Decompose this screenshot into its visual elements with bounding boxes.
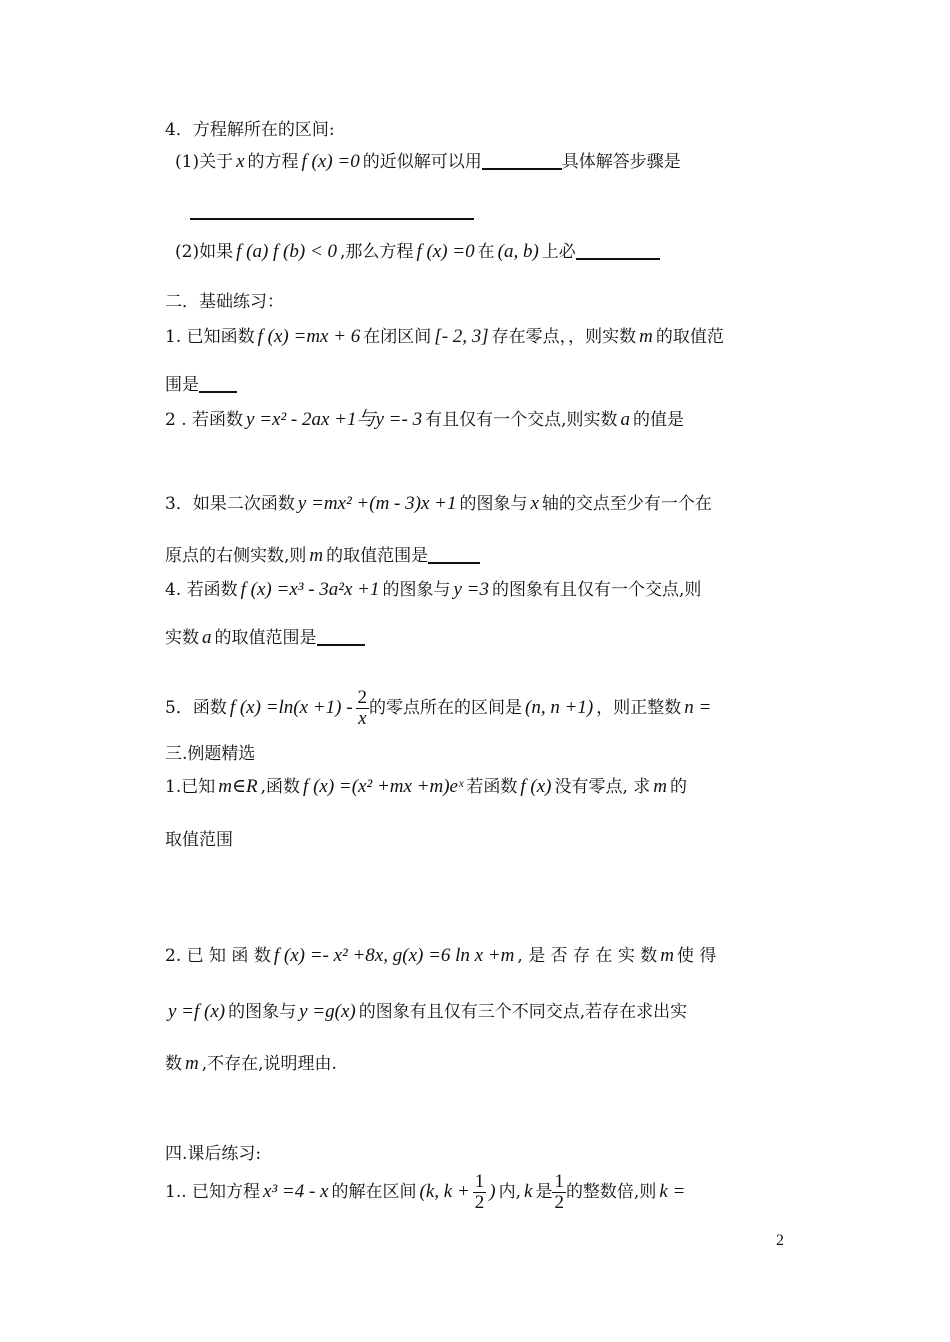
- fraction-denominator: 2: [554, 1192, 564, 1213]
- s4-part1: [175, 150, 681, 174]
- math-interval: (n, n +1): [525, 697, 594, 718]
- text: 内,: [498, 1182, 521, 1202]
- math-x: x: [236, 151, 245, 172]
- text: 的取值范围是: [214, 628, 317, 648]
- fill-blank: [428, 544, 480, 564]
- math-m: m: [653, 776, 668, 797]
- text: 1. 已知函数: [165, 327, 255, 347]
- math-fraction: [473, 1172, 487, 1213]
- text: 实数: [165, 628, 199, 648]
- text: 的图象有且仅有三个不同交点,若存在求出实: [358, 1002, 688, 1022]
- q1-line1: [165, 325, 724, 349]
- math-interval-start: (k, k +: [419, 1181, 470, 1202]
- fill-blank: [482, 150, 562, 170]
- math-n: n =: [684, 697, 712, 718]
- fraction-numerator: 2: [357, 687, 368, 708]
- math-function: f (x) =ln(x +1) -: [229, 697, 353, 718]
- text: 围是: [165, 375, 199, 395]
- math-y-g: y =g(x): [299, 1001, 356, 1022]
- math-condition: f (a) f (b) < 0: [236, 241, 338, 262]
- text: ，则正整数: [596, 698, 682, 718]
- fill-blank: [199, 373, 237, 393]
- section-4-title: 4．方程解所在的区间:: [165, 120, 335, 140]
- q5-line: [165, 686, 714, 730]
- q2-line: [165, 408, 684, 432]
- text: 原点的右侧实数,则: [165, 546, 307, 566]
- q3-line1: [165, 492, 712, 516]
- text: 的图象与: [382, 580, 451, 600]
- e2-line1: [165, 944, 716, 968]
- text: 若函数: [466, 777, 518, 797]
- math-function: f (x) =mx + 6: [257, 326, 361, 347]
- math-interval-end: ): [489, 1181, 496, 1202]
- fill-blank: [317, 626, 365, 646]
- text: 没有零点, 求: [554, 777, 651, 797]
- q4-line2: [165, 626, 365, 650]
- math-y-f: y =f (x): [168, 1001, 226, 1022]
- e2-line3: [165, 1052, 337, 1076]
- text: 的值是: [633, 410, 684, 430]
- math-m: m: [660, 945, 674, 966]
- math-k: k: [524, 1181, 533, 1202]
- math-equation: f (x) =0: [301, 151, 360, 172]
- text: 使 得: [676, 946, 717, 966]
- fill-blank: [576, 240, 660, 260]
- math-fx: f (x): [520, 776, 552, 797]
- math-interval: [- 2, 3]: [434, 326, 489, 347]
- text: 的方程: [247, 152, 299, 172]
- text: , 是 否 存 在 实 数: [517, 946, 658, 966]
- text: 的取值范: [655, 327, 724, 347]
- text: 轴的交点至少有一个在: [541, 494, 712, 514]
- math-equation: f (x) =0: [416, 241, 475, 262]
- math-function: f (x) =x³ - 3a²x +1: [240, 579, 380, 600]
- section-2-title: 二．基础练习：: [165, 292, 284, 312]
- text: (1)关于: [175, 152, 234, 172]
- math-fraction: [552, 1172, 566, 1213]
- q3-line2: [165, 544, 480, 568]
- text: 的图象有且仅有一个交点,则: [492, 580, 702, 600]
- q4-line1: [165, 578, 701, 602]
- e1-line1: [165, 775, 687, 799]
- s4-part2: [175, 240, 660, 264]
- math-function: f (x) =(x² +mx +m)eˣ: [303, 776, 464, 797]
- math-function: y =mx² +(m - 3)x +1: [297, 493, 457, 514]
- text: 4. 若函数: [165, 580, 238, 600]
- math-x: x: [530, 493, 539, 514]
- text: 具体解答步骤是: [561, 152, 681, 172]
- text: 2. 已 知 函 数: [165, 946, 271, 966]
- text: 的图象与: [228, 1002, 297, 1022]
- math-functions: f (x) =- x² +8x, g(x) =6 ln x +m: [273, 945, 515, 966]
- text: 存在零点，，则实数: [491, 327, 637, 347]
- text: 上必: [541, 242, 576, 262]
- text: ,函数: [260, 777, 301, 797]
- fill-blank-line: [190, 218, 474, 220]
- fraction-denominator: 2: [474, 1192, 485, 1213]
- text: 的整数倍,则: [565, 1182, 657, 1202]
- text: 3．如果二次函数: [165, 494, 295, 514]
- fraction-numerator: 1: [554, 1171, 564, 1192]
- math-equation: x³ =4 - x: [263, 1181, 329, 1202]
- text: 数: [165, 1054, 182, 1074]
- page-number: 2: [776, 1232, 784, 1249]
- math-m: m: [639, 326, 653, 347]
- text: ,那么方程: [340, 242, 414, 262]
- text: 的零点所在的区间是: [369, 698, 523, 718]
- math-a: a: [202, 627, 212, 648]
- text: 的解在区间: [331, 1182, 417, 1202]
- text: 在: [477, 242, 495, 262]
- fraction-denominator: x: [358, 708, 367, 729]
- math-k-equals: k =: [659, 1181, 686, 1202]
- math-m: m: [309, 545, 324, 566]
- text: 是: [535, 1182, 553, 1202]
- text: 1.. 已知方程: [165, 1182, 261, 1202]
- text: ,不存在,说明理由.: [201, 1054, 337, 1074]
- math-functions: y =x² - 2ax +1与y =- 3: [246, 409, 423, 430]
- math-m: m: [185, 1053, 199, 1074]
- section-after-class-title: 四.课后练习:: [165, 1144, 262, 1164]
- text: 的近似解可以用: [362, 152, 482, 172]
- fraction-numerator: 1: [474, 1171, 485, 1192]
- math-line: y =3: [453, 579, 489, 600]
- text: (2)如果: [175, 242, 234, 262]
- math-interval: (a, b): [497, 241, 539, 262]
- h1-line: [165, 1168, 688, 1216]
- math-m-in-R: m∈R: [218, 776, 258, 797]
- section-3-title: 三.例题精选: [165, 744, 256, 764]
- text: 5．函数: [165, 698, 227, 718]
- text: 的: [670, 777, 688, 797]
- math-fraction: [356, 688, 370, 729]
- text: 在闭区间: [363, 327, 432, 347]
- text: 2 . 若函数: [165, 410, 244, 430]
- math-a: a: [620, 409, 630, 430]
- q1-line2: [165, 373, 237, 397]
- e1-line2: 取值范围: [165, 830, 233, 850]
- text: 1.已知: [165, 777, 216, 797]
- text: 的图象与: [459, 494, 528, 514]
- text: 有且仅有一个交点,则实数: [425, 410, 618, 430]
- e2-line2: [165, 1000, 687, 1024]
- text: 的取值范围是: [326, 546, 429, 566]
